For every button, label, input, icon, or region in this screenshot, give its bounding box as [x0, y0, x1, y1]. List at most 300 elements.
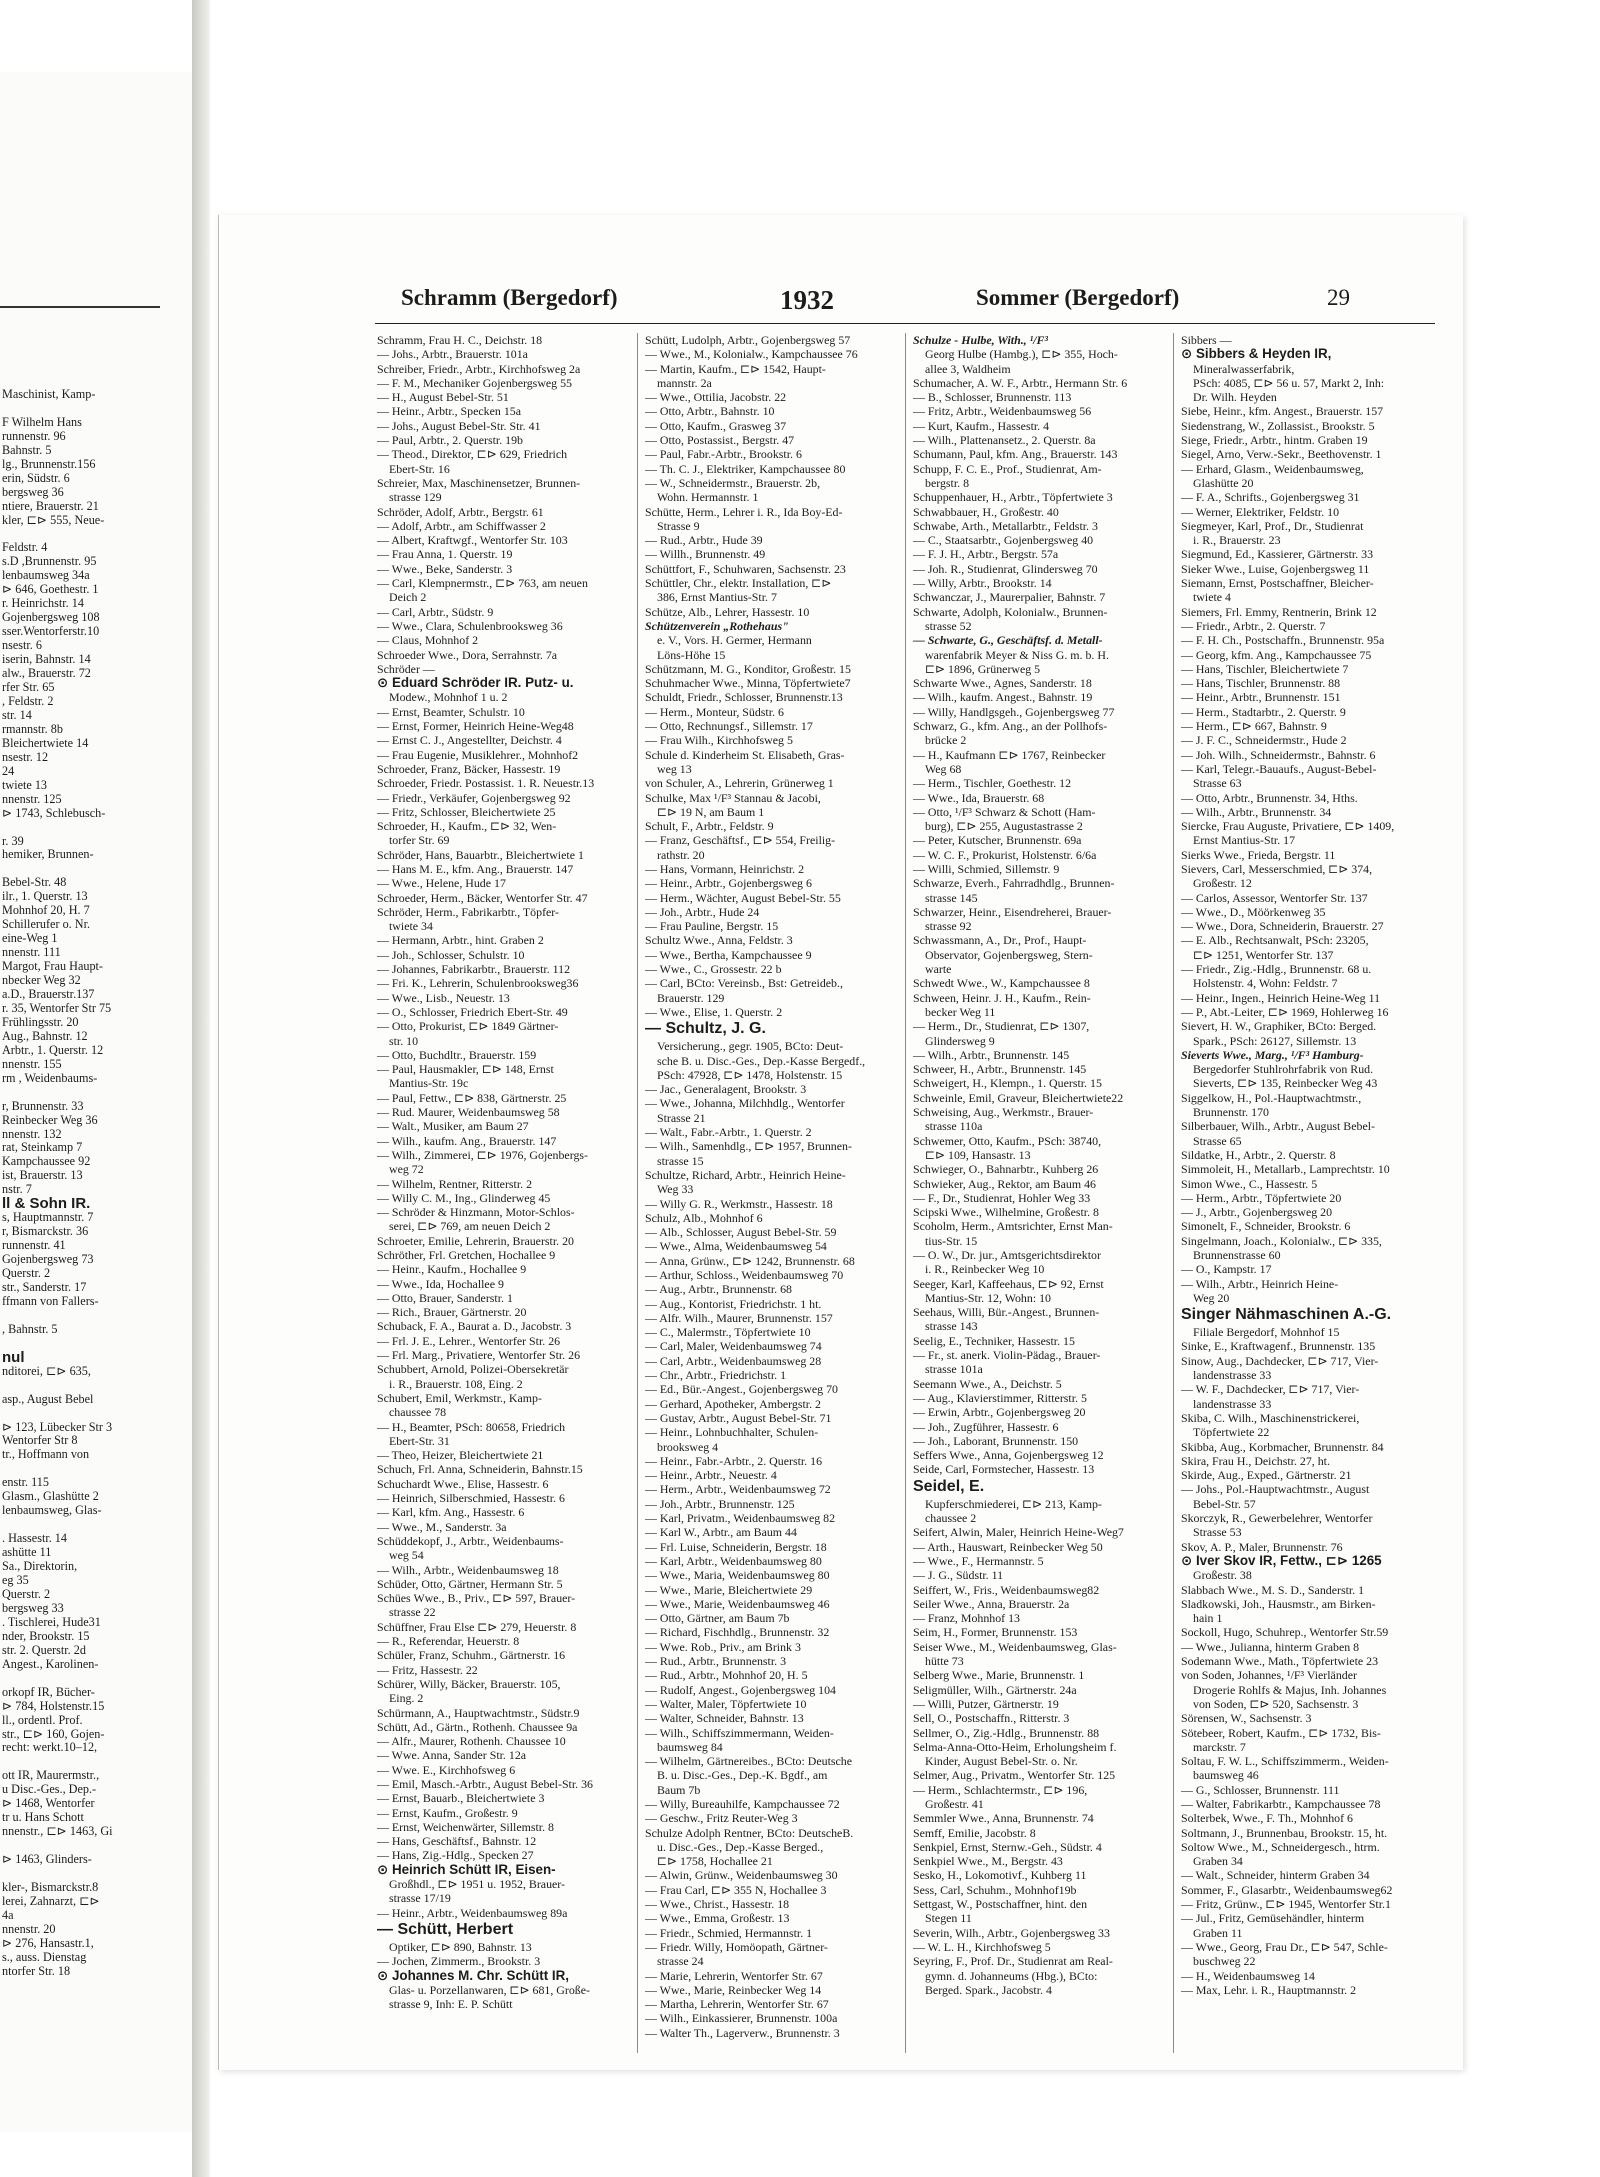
previous-page-line: ⊳ 646, Goethestr. 1: [2, 583, 99, 597]
directory-entry: — Wwe. Anna, Sander Str. 12a: [377, 1748, 527, 1763]
previous-page-line: Frühlingsstr. 20: [2, 1015, 79, 1029]
previous-page-line: ilr., 1. Querstr. 13: [2, 890, 88, 904]
directory-entry: 386, Ernst Mantius-Str. 7: [657, 590, 777, 605]
directory-entry: — Wwe. Rob., Priv., am Brink 3: [645, 1639, 801, 1654]
previous-page-line: str. 2. Querstr. 2d: [2, 1643, 86, 1657]
directory-entry: Schröther, Frl. Gretchen, Hochallee 9: [377, 1248, 556, 1262]
previous-page-line: [2, 1867, 177, 1881]
previous-page-line: , Bahnstr. 5: [2, 1322, 58, 1336]
directory-entry: Schüffner, Frau Else ⊏⊳ 279, Heuerstr. 8: [377, 1619, 577, 1634]
previous-page-line: ⊳ 784, Holstenstr.15: [2, 1699, 105, 1713]
directory-entry: brücke 2: [925, 733, 967, 748]
directory-entry: Schuldt, Friedr., Schlosser, Brunnenstr.13: [645, 690, 843, 705]
previous-page-line: Wentorfer Str 8: [2, 1434, 78, 1448]
previous-page-line: nnenstr. 111: [2, 946, 61, 960]
previous-page-line: ntiere, Brauerstr. 21: [2, 499, 99, 513]
directory-entry: — Ernst C. J., Angestellter, Deichstr. 4: [377, 733, 562, 748]
previous-page-line: s.D ,Brunnenstr. 95: [2, 555, 97, 569]
directory-entry: Schroeder, H., Kaufm., ⊏⊳ 32, Wen-: [377, 819, 557, 834]
previous-page-line: , Feldstr. 2: [2, 694, 54, 708]
directory-entry: — Otto, Brauer, Sanderstr. 1: [377, 1290, 513, 1305]
previous-page-line: ll & Sohn IR.: [2, 1197, 91, 1212]
directory-entry: Schuchardt Wwe., Elise, Hassestr. 6: [377, 1476, 549, 1491]
directory-entry: — Wwe., Ida, Brauerstr. 68: [913, 790, 1045, 805]
directory-entry: — H., Weidenbaumsweg 14: [1181, 1968, 1315, 1983]
previous-page-line: Maschinist, Kamp-: [2, 388, 96, 401]
directory-entry: Semff, Emilie, Jacobstr. 8: [913, 1825, 1036, 1840]
directory-entry: — Aug., Kontorist, Friedrichstr. 1 ht.: [645, 1296, 822, 1311]
directory-entry: — Alwin, Grünw., Weidenbaumsweg 30: [645, 1868, 838, 1883]
directory-entry: Schütt, Ludolph, Arbtr., Gojenbergsweg 57: [645, 333, 851, 347]
previous-page-line: Gojenbergsweg 73: [2, 1253, 94, 1267]
directory-entry: Schramm, Frau H. C., Deichstr. 18: [377, 333, 543, 347]
previous-page-line: nsestr. 6: [2, 639, 42, 653]
directory-entry: — Frau Anna, 1. Querstr. 19: [377, 547, 513, 562]
previous-page-line: r, Brunnenstr. 33: [2, 1099, 84, 1113]
previous-page-line: ⊳ 1468, Wentorfer: [2, 1797, 95, 1811]
directory-entry: Graben 34: [1193, 1854, 1243, 1869]
directory-entry: — Willy, Bureauhilfe, Kampchaussee 72: [645, 1796, 840, 1811]
directory-entry: — Wwe., C., Grossestr. 22 b: [645, 962, 782, 977]
directory-entry: Schulze - Hulbe, With., ¹/F³: [913, 333, 1048, 347]
directory-entry: Schulke, Max ¹/F³ Stannau & Jacobi,: [645, 790, 821, 805]
directory-entry: — Hans, Tischler, Brunnenstr. 88: [1181, 676, 1341, 691]
directory-entry: — Ernst, Beamter, Schulstr. 10: [377, 704, 525, 719]
directory-entry: Sodemann Wwe., Math., Töpfertwiete 23: [1181, 1654, 1379, 1669]
directory-entry: Scipski Wwe., Wilhelmine, Großestr. 8: [913, 1205, 1100, 1220]
directory-entry: strasse 145: [925, 890, 978, 905]
directory-entry: Schuppenhauer, H., Arbtr., Töpfertwiete 3: [913, 490, 1113, 505]
directory-entry: — Walt., Musiker, am Baum 27: [377, 1119, 529, 1134]
previous-page-line: [2, 1755, 177, 1769]
previous-page-line: Bleichertwiete 14: [2, 736, 89, 750]
directory-entry: — Wilh., Plattenansetz., 2. Querstr. 8a: [913, 433, 1096, 448]
previous-page-line: nnenstr. 20: [2, 1922, 56, 1936]
directory-entry: Schuback, F. A., Baurat a. D., Jacobstr. 3: [377, 1319, 572, 1334]
directory-entry: — Heinrich, Silberschmied, Hassestr. 6: [377, 1491, 565, 1506]
directory-entry: — Jochen, Zimmerm., Brookstr. 3: [377, 1954, 541, 1969]
directory-entry: Seiffert, W., Fris., Weidenbaumsweg82: [913, 1582, 1100, 1597]
directory-entry: — Frau Wilh., Kirchhofsweg 5: [645, 733, 793, 748]
previous-page-line: nnenstr. 125: [2, 792, 62, 806]
directory-entry: Weg 20: [1193, 1290, 1230, 1305]
directory-entry: — Friedr. Willy, Homöopath, Gärtner-: [645, 1939, 828, 1954]
previous-page-line: recht: werkt.10–12,: [2, 1741, 98, 1755]
directory-entry: Strasse 53: [1193, 1525, 1242, 1540]
directory-entry: — Heinr., Kaufm., Hochallee 9: [377, 1262, 527, 1277]
directory-entry: — Willh., Brunnenstr. 49: [645, 547, 766, 562]
directory-entry: — P., Abt.-Leiter, ⊏⊳ 1969, Hohlerweg 16: [1181, 1004, 1389, 1019]
previous-page-line: r, Bismarckstr. 36: [2, 1225, 89, 1239]
directory-entry: Seifert, Alwin, Maler, Heinrich Heine-Weg7: [913, 1525, 1124, 1540]
directory-entry: Bergedorfer Stuhlrohrfabrik von Rud.: [1193, 1062, 1374, 1077]
directory-entry: hütte 73: [925, 1654, 964, 1669]
directory-entry: — Wwe., Johanna, Milchhdlg., Wentorfer: [645, 1096, 845, 1111]
directory-entry: — Frl. J. E., Lehrer., Wentorfer Str. 26: [377, 1333, 561, 1348]
directory-entry: Sievers, Carl, Messerschmied, ⊏⊳ 374,: [1181, 861, 1373, 876]
directory-entry: — Joh., Zugführer, Hassestr. 6: [913, 1419, 1059, 1434]
directory-entry: chaussee 78: [389, 1405, 447, 1420]
directory-entry: strasse 9, Inh: E. P. Schütt: [389, 1997, 513, 2012]
directory-entry: Schütt, Ad., Gärtn., Rothenh. Chaussee 9a: [377, 1719, 578, 1734]
directory-entry: von Soden, ⊏⊳ 520, Sachsenstr. 3: [1193, 1696, 1359, 1711]
directory-entry: — Paul, Fabr.-Arbtr., Brookstr. 6: [645, 447, 802, 462]
page-number: 29: [1327, 285, 1350, 310]
directory-entry: Schürmann, A., Hauptwachtmstr., Südstr.9: [377, 1705, 580, 1720]
directory-entry: Optiker, ⊏⊳ 890, Bahnstr. 13: [389, 1939, 532, 1954]
directory-entry: — Herm., Arbtr., Töpfertwiete 20: [1181, 1190, 1342, 1205]
directory-entry: — Rud. Maurer, Weidenbaumsweg 58: [377, 1105, 560, 1120]
directory-entry: — Max, Lehr. i. R., Hauptmannstr. 2: [1181, 1982, 1357, 1997]
directory-entry: twiete 34: [389, 919, 433, 934]
previous-page-line: bergsweg 33: [2, 1601, 64, 1615]
directory-entry: — Walter, Schneider, Bahnstr. 13: [645, 1711, 804, 1726]
directory-entry: strasse 15: [657, 1153, 704, 1168]
previous-page-line: [2, 402, 177, 416]
directory-entry: — Herm., Wächter, August Bebel-Str. 55: [645, 890, 841, 905]
directory-entry: — J. G., Südstr. 11: [913, 1568, 1004, 1583]
directory-entry: Seligmüller, Wilh., Gärtnerstr. 24a: [913, 1682, 1077, 1697]
directory-entry: Slabbach Wwe., M. S. D., Sanderstr. 1: [1181, 1582, 1365, 1597]
directory-entry: — Herm., Arbtr., Weidenbaumsweg 72: [645, 1482, 831, 1497]
directory-entry: Schwieker, Aug., Rektor, am Baum 46: [913, 1176, 1096, 1191]
directory-entry: marckstr. 7: [1193, 1739, 1246, 1754]
directory-entry: Schultz Wwe., Anna, Feldstr. 3: [645, 933, 793, 948]
directory-entry: PSch: 4085, ⊏⊳ 56 u. 57, Markt 2, Inh:: [1193, 375, 1385, 390]
directory-entry: Sibbers —: [1181, 333, 1232, 347]
previous-page-line: alw., Brauerstr. 72: [2, 667, 91, 681]
directory-entry: Weg 68: [925, 761, 962, 776]
directory-entry: — Aug., Klavierstimmer, Ritterstr. 5: [913, 1390, 1087, 1405]
directory-entry: — Johs., Arbtr., Brauerstr. 101a: [377, 347, 528, 362]
directory-entry: strasse 92: [925, 919, 972, 934]
directory-entry: Schüttler, Chr., elektr. Installation, ⊏⊳: [645, 576, 832, 591]
directory-entry: — Fri. K., Lehrerin, Schulenbrooksweg36: [377, 976, 579, 991]
directory-entry: Mantius-Str. 19c: [389, 1076, 469, 1091]
previous-page-line: [2, 1839, 177, 1853]
directory-entry: ⊙ Johannes M. Chr. Schütt IR,: [377, 1968, 570, 1983]
directory-entry: Sierks Wwe., Frieda, Bergstr. 11: [1181, 847, 1336, 862]
directory-entry: — Wwe., Julianna, hinterm Graben 8: [1181, 1639, 1360, 1654]
directory-entry: twiete 4: [1193, 590, 1231, 605]
directory-entry: — Alfr. Wilh., Maurer, Brunnenstr. 157: [645, 1310, 833, 1325]
directory-entry: Schwemer, Otto, Kaufm., PSch: 38740,: [913, 1133, 1102, 1148]
directory-entry: i. R., Brauerstr. 23: [1193, 533, 1281, 548]
directory-entry: — Chr., Arbtr., Friedrichstr. 1: [645, 1368, 787, 1383]
directory-entry: Schweising, Aug., Werkmstr., Brauer-: [913, 1105, 1094, 1120]
directory-entry: — Franz, Mohnhof 13: [913, 1611, 1021, 1626]
directory-entry: — Johs., Pol.-Hauptwachtmstr., August: [1181, 1482, 1370, 1497]
previous-page-line: [2, 862, 177, 876]
previous-page-line: s, Hauptmannstr. 7: [2, 1211, 94, 1225]
directory-entry: — Wilh., Arbtr., Brunnenstr. 34: [1181, 804, 1332, 819]
directory-entry: — Fr., st. anerk. Violin-Pädag., Brauer-: [913, 1348, 1101, 1363]
directory-entry: — Martin, Kaufm., ⊏⊳ 1542, Haupt-: [645, 361, 826, 376]
directory-entry: — Peter, Kutscher, Brunnenstr. 69a: [913, 833, 1082, 848]
directory-entry: Töpfertwiete 22: [1193, 1425, 1270, 1440]
directory-entry: — Hermann, Arbtr., hint. Graben 2: [377, 933, 544, 948]
directory-entry: — Herm., Stadtarbtr., 2. Querstr. 9: [1181, 704, 1346, 719]
directory-entry: — H., Beamter, PSch: 80658, Friedrich: [377, 1419, 566, 1434]
directory-entry: — Friedr., Zig.-Hdlg., Brunnenstr. 68 u.: [1181, 962, 1372, 977]
previous-page-line: iserin, Bahnstr. 14: [2, 653, 91, 667]
directory-entry: strasse 110a: [925, 1119, 983, 1134]
directory-entry: Dr. Wilh. Heyden: [1193, 390, 1277, 405]
directory-entry: Sess, Carl, Schuhm., Mohnhof19b: [913, 1882, 1077, 1897]
directory-entry: — Fritz, Grünw., ⊏⊳ 1945, Wentorfer Str.1: [1181, 1897, 1391, 1912]
directory-entry: Soltau, F. W. L., Schiffszimmerm., Weiden-: [1181, 1754, 1389, 1769]
directory-entry: Siercke, Frau Auguste, Privatiere, ⊏⊳ 1409,: [1181, 819, 1395, 834]
previous-page-line: rm , Weidenbaums-: [2, 1071, 98, 1085]
previous-page-line: Querstr. 2: [2, 1267, 51, 1281]
directory-entry: — Wwe., Beke, Sanderstr. 3: [377, 561, 513, 576]
directory-entry: Schweigert, H., Klempn., 1. Querstr. 15: [913, 1076, 1102, 1091]
directory-entry: strasse 24: [657, 1954, 704, 1969]
directory-entry: — Wilh., Samenhdlg., ⊏⊳ 1957, Brunnen-: [645, 1139, 852, 1154]
previous-page-line: ffmann von Fallers-: [2, 1294, 99, 1308]
directory-entry: Schuch, Frl. Anna, Schneiderin, Bahnstr.15: [377, 1462, 583, 1477]
directory-entry: — Erwin, Arbtr., Gojenbergsweg 20: [913, 1405, 1086, 1420]
directory-entry: — Alfr., Maurer, Rothenh. Chaussee 10: [377, 1734, 566, 1749]
previous-page-line: u Disc.-Ges., Dep.-: [2, 1783, 97, 1797]
directory-entry: — Arth., Hauswart, Reinbecker Weg 50: [913, 1539, 1103, 1554]
previous-page-line: ist, Brauerstr. 13: [2, 1169, 83, 1183]
directory-entry: — Wilhelm, Rentner, Ritterstr. 2: [377, 1176, 533, 1191]
directory-entry: Singer Nähmaschinen A.-G.: [1181, 1306, 1392, 1324]
directory-entry: — F., Dr., Studienrat, Hohler Weg 33: [913, 1190, 1091, 1205]
directory-entry: — Wwe., Ottilia, Jacobstr. 22: [645, 390, 787, 405]
directory-entry: — R., Referendar, Heuerstr. 8: [377, 1634, 520, 1649]
previous-page-line: a.D., Brauerstr.137: [2, 987, 95, 1001]
directory-entry: Scoholm, Herm., Amtsrichter, Ernst Man-: [913, 1219, 1113, 1234]
directory-entry: Schützmann, M. G., Konditor, Großestr. 15: [645, 661, 851, 676]
previous-page-line: ⊳ 123, Lübecker Str 3: [2, 1420, 113, 1434]
directory-entry: — H., August Bebel-Str. 51: [377, 390, 509, 405]
directory-entry: Mineralwasserfabrik,: [1193, 361, 1295, 376]
directory-entry: Schubbert, Arnold, Polizei-Obersekretär: [377, 1362, 569, 1377]
directory-entry: — Wwe., Clara, Schulenbrooksweg 36: [377, 618, 563, 633]
directory-entry: Sieker Wwe., Luise, Gojenbergsweg 11: [1181, 561, 1370, 576]
directory-entry: Georg Hulbe (Hambg.), ⊏⊳ 355, Hoch-: [925, 347, 1118, 362]
directory-entry: Sladkowski, Joh., Hausmstr., am Birken-: [1181, 1596, 1376, 1611]
directory-entry: Schwabe, Arth., Metallarbtr., Feldstr. 3: [913, 518, 1098, 533]
directory-entry: Schüttfort, F., Schuhwaren, Sachsenstr. 23: [645, 561, 846, 576]
directory-entry: — Friedr., Verkäufer, Gojenbergsweg 92: [377, 790, 571, 805]
directory-entry: str. 10: [389, 1033, 419, 1048]
directory-entry: — Wwe., Helene, Hude 17: [377, 876, 506, 891]
directory-entry: — Hans, Zig.-Hdlg., Specken 27: [377, 1848, 534, 1863]
previous-page-line: orkopf IR, Bücher-: [2, 1685, 95, 1699]
previous-page-line: nul: [2, 1350, 25, 1365]
directory-entry: Singelmann, Joach., Kolonialw., ⊏⊳ 335,: [1181, 1233, 1382, 1248]
directory-entry: Schüder, Otto, Gärtner, Hermann Str. 5: [377, 1576, 563, 1591]
previous-page-line: [2, 528, 177, 542]
directory-entry: Holstenstr. 4, Wohn: Feldstr. 7: [1193, 976, 1338, 991]
previous-page-line: lenbaumsweg 34a: [2, 569, 90, 583]
directory-entry: Schröder —: [377, 661, 435, 676]
directory-entry: Skiba, C. Wilh., Maschinenstrickerei,: [1181, 1410, 1360, 1425]
directory-entry: i. R., Brauerstr. 108, Eing. 2: [389, 1376, 523, 1391]
previous-page-line: Bahnstr. 5: [2, 443, 52, 457]
directory-entry: Seiler Wwe., Anna, Brauerstr. 2a: [913, 1596, 1070, 1611]
previous-page-line: enstr. 115: [2, 1476, 49, 1490]
directory-entry: — Werner, Elektriker, Feldstr. 10: [1181, 504, 1340, 519]
directory-entry: Schulze Adolph Rentner, BCto: DeutscheB.: [645, 1825, 854, 1840]
previous-page-line: ott IR, Maurermstr.,: [2, 1769, 100, 1783]
header-last-name: Sommer (Bergedorf): [976, 285, 1180, 310]
directory-entry: Brunnenstr. 170: [1193, 1105, 1269, 1120]
previous-page-line: ⊳ 276, Hansastr.1,: [2, 1936, 94, 1950]
directory-entry: Seemann Wwe., A., Deichstr. 5: [913, 1376, 1062, 1391]
directory-entry: — Karl, Arbtr., Weidenbaumsweg 80: [645, 1553, 822, 1568]
directory-entry: — Adolf, Arbtr., am Schiffwasser 2: [377, 518, 546, 533]
directory-entry: weg 54: [389, 1548, 424, 1563]
directory-entry: Schuhmacher Wwe., Minna, Töpfertwiete7: [645, 676, 851, 691]
directory-entry: Mantius-Str. 12, Wohn: 10: [925, 1290, 1051, 1305]
directory-entry: Seyring, F., Prof. Dr., Studienrat am Real-: [913, 1954, 1113, 1969]
directory-entry: — Wwe., Bertha, Kampchaussee 9: [645, 947, 812, 962]
directory-entry: allee 3, Waldheim: [925, 361, 1011, 376]
previous-page-line: runnenstr. 96: [2, 429, 66, 443]
directory-entry: Versicherung., gegr. 1905, BCto: Deut-: [657, 1039, 844, 1054]
previous-page-line: bergsweg 36: [2, 485, 64, 499]
directory-entry: strasse 101a: [925, 1362, 983, 1377]
directory-entry: Schwarz, G., kfm. Ang., an der Pollhofs-: [913, 719, 1108, 734]
directory-entry: — Jac., Generalagent, Brookstr. 3: [645, 1082, 807, 1097]
previous-page-line: [2, 1379, 177, 1393]
directory-entry: Deich 2: [389, 590, 427, 605]
directory-entry: Simon Wwe., C., Hassestr. 5: [1181, 1176, 1318, 1191]
directory-entry: — Heinr., Arbtr., Brunnenstr. 151: [1181, 690, 1341, 705]
directory-entry: serei, ⊏⊳ 769, am neuen Deich 2: [389, 1219, 551, 1234]
previous-page-line: eine-Weg 1: [2, 932, 58, 946]
directory-entry: Settgast, W., Postschaffner, hint. den: [913, 1897, 1088, 1912]
directory-entry: Sellmer, O., Zig.-Hdlg., Brunnenstr. 88: [913, 1725, 1100, 1740]
directory-entry: ⊏⊳ 1896, Grünerweg 5: [925, 661, 1041, 676]
directory-entry: bergstr. 8: [925, 475, 970, 490]
directory-entry: — Franz, Geschäftsf., ⊏⊳ 554, Freilig-: [645, 833, 836, 848]
directory-page: [218, 215, 1463, 2070]
directory-entry: — Otto, ¹/F³ Schwarz & Schott (Ham-: [913, 804, 1096, 819]
directory-entry: — Johs., August Bebel-Str. Str. 41: [377, 418, 541, 433]
directory-entry: — O., Schlosser, Friedrich Ebert-Str. 49: [377, 1004, 568, 1019]
directory-entry: — Willy, Arbtr., Brookstr. 14: [913, 576, 1052, 591]
directory-entry: — Heinr., Arbtr., Specken 15a: [377, 404, 521, 419]
directory-entry: Sinke, E., Kraftwagenf., Brunnenstr. 135: [1181, 1339, 1376, 1354]
directory-entry: Strasse 9: [657, 518, 700, 533]
directory-entry: — Ed., Bür.-Angest., Gojenbergsweg 70: [645, 1382, 838, 1397]
directory-entry: Schweinle, Emil, Graveur, Bleichertwiete22: [913, 1090, 1124, 1105]
directory-entry: — Herm., Dr., Studienrat, ⊏⊳ 1307,: [913, 1019, 1090, 1034]
directory-entry: Severin, Wilh., Arbtr., Gojenbergsweg 33: [913, 1925, 1110, 1940]
previous-page-line: Gojenbergsweg 108: [2, 611, 100, 625]
previous-page-line: rmannstr. 8b: [2, 722, 63, 736]
previous-page-line: Aug., Bahnstr. 12: [2, 1029, 88, 1043]
directory-entry: — Heinr., Ingen., Heinrich Heine-Weg 11: [1181, 990, 1381, 1005]
directory-entry: Schweer, H., Arbtr., Brunnenstr. 145: [913, 1062, 1087, 1077]
directory-entry: gymn. d. Johanneums (Hbg.), BCto:: [925, 1968, 1098, 1983]
directory-entry: landenstrasse 33: [1193, 1396, 1272, 1411]
directory-entry: Skov, A. P., Maler, Brunnenstr. 76: [1181, 1539, 1343, 1554]
directory-entry: — Carl, Maler, Weidenbaumsweg 74: [645, 1339, 822, 1354]
directory-entry: Siggelkow, H., Pol.-Hauptwachtmstr.,: [1181, 1090, 1362, 1105]
previous-page-line: rat, Steinkamp 7: [2, 1141, 83, 1155]
directory-entry: — Jul., Fritz, Gemüsehändler, hinterm: [1181, 1911, 1365, 1926]
directory-entry: — Wilh., Arbtr., Heinrich Heine-: [1181, 1276, 1339, 1291]
directory-entry: baumsweg 84: [657, 1739, 723, 1754]
directory-entry: Siegel, Arno, Verw.-Sekr., Beethovenstr. 1: [1181, 447, 1382, 462]
directory-entry: Siegmund, Ed., Kassierer, Gärtnerstr. 33: [1181, 547, 1374, 562]
directory-entry: Schütze, Alb., Lehrer, Hassestr. 10: [645, 604, 810, 619]
directory-entry: — Heinr., Fabr.-Arbtr., 2. Querstr. 16: [645, 1453, 823, 1468]
directory-entry: — Wilh., Arbtr., Weidenbaumsweg 18: [377, 1562, 559, 1577]
directory-entry: Schützenverein „Rothehaus": [645, 618, 789, 633]
directory-entry: Baum 7b: [657, 1782, 701, 1797]
directory-entry: B. u. Disc.-Ges., Dep.-K. Bgdf., am: [657, 1768, 828, 1783]
directory-entry: — H., Kaufmann ⊏⊳ 1767, Reinbecker: [913, 747, 1106, 762]
directory-entry: Selma-Anna-Otto-Heim, Erholungsheim f.: [913, 1739, 1117, 1754]
directory-entry: Schumann, Paul, kfm. Ang., Brauerstr. 143: [913, 447, 1118, 462]
directory-entry: — Gerhard, Apotheker, Ambergstr. 2: [645, 1396, 821, 1411]
directory-entry: warte: [925, 962, 952, 977]
directory-entry: Glas- u. Porzellanwaren, ⊏⊳ 681, Große-: [389, 1982, 590, 1997]
previous-page-line: nditorei, ⊏⊳ 635,: [2, 1364, 91, 1378]
directory-entry: Ernst Mantius-Str. 17: [1193, 833, 1296, 848]
directory-entry: Schumacher, A. W. F., Arbtr., Hermann Str. 6: [913, 375, 1128, 390]
directory-entry: — Wilh., kaufm. Ang., Brauerstr. 147: [377, 1133, 557, 1148]
directory-entry: Selmer, Aug., Privatm., Wentorfer Str. 125: [913, 1768, 1116, 1783]
directory-entry: — Wilh., kaufm. Angest., Bahnstr. 19: [913, 690, 1093, 705]
directory-entry: — Wwe., M., Kolonialw., Kampchaussee 76: [645, 347, 858, 362]
directory-entry: strasse 22: [389, 1605, 436, 1620]
directory-entry: Soltmann, J., Brunnenbau, Brookstr. 15, ht.: [1181, 1825, 1388, 1840]
directory-entry: — Otto, Buchdltr., Brauerstr. 159: [377, 1047, 537, 1062]
directory-entry: Schwedt Wwe., W., Kampchaussee 8: [913, 976, 1090, 991]
directory-entry: Stegen 11: [925, 1911, 972, 1926]
previous-page-line: [2, 821, 177, 835]
directory-entry: brooksweg 4: [657, 1439, 719, 1454]
directory-entry: — Frau Eugenie, Musiklehrer., Mohnhof2: [377, 747, 579, 762]
previous-page-line: [2, 1407, 177, 1421]
directory-entry: — Willy G. R., Werkmstr., Hassestr. 18: [645, 1196, 833, 1211]
directory-entry: — J. F. C., Schneidermstr., Hude 2: [1181, 733, 1347, 748]
directory-entry: — Theo, Heizer, Bleichertwiete 21: [377, 1448, 544, 1463]
previous-page-line: nnenstr. 132: [2, 1127, 62, 1141]
directory-entry: — Joh. R., Studienrat, Glindersweg 70: [913, 561, 1098, 576]
directory-entry: Schule d. Kinderheim St. Elisabeth, Gras-: [645, 747, 845, 762]
directory-entry: — Carl, BCto: Vereinsb., Bst: Getreideb.,: [645, 976, 843, 991]
directory-entry: Glashütte 20: [1193, 475, 1254, 490]
directory-entry: Glindersweg 9: [925, 1033, 995, 1048]
previous-page-line: [2, 1518, 177, 1532]
previous-page-line: [2, 1309, 177, 1323]
directory-entry: — F. J. H., Arbtr., Bergstr. 57a: [913, 547, 1059, 562]
directory-entry: — Herm., Schlachtermstr., ⊏⊳ 196,: [913, 1782, 1088, 1797]
directory-entry: — Fritz, Hassestr. 22: [377, 1662, 478, 1677]
previous-page-line: Arbtr., 1. Querstr. 12: [2, 1043, 104, 1057]
directory-entry: sche B. u. Disc.-Ges., Dep.-Kasse Bergedf.,: [657, 1053, 866, 1068]
directory-entry: — Rich., Brauer, Gärtnerstr. 20: [377, 1305, 527, 1320]
previous-page-line: . Hassestr. 14: [2, 1532, 67, 1546]
directory-entry: Sieverts, ⊏⊳ 135, Reinbecker Weg 43: [1193, 1076, 1378, 1091]
directory-entry: — Willi, Schmied, Sillemstr. 9: [913, 861, 1060, 876]
directory-entry: Sinow, Aug., Dachdecker, ⊏⊳ 717, Vier-: [1181, 1353, 1379, 1368]
directory-entry: Modew., Mohnhof 1 u. 2: [389, 690, 508, 705]
previous-page-line: hemiker, Brunnen-: [2, 848, 94, 862]
directory-entry: Spark., PSch: 26127, Sillemstr. 13: [1193, 1033, 1357, 1048]
directory-entry: — Joh. Wilh., Schneidermstr., Bahnstr. 6: [1181, 747, 1376, 762]
directory-entry: Simmoleit, H., Metallarb., Lamprechtstr. 10: [1181, 1162, 1390, 1177]
